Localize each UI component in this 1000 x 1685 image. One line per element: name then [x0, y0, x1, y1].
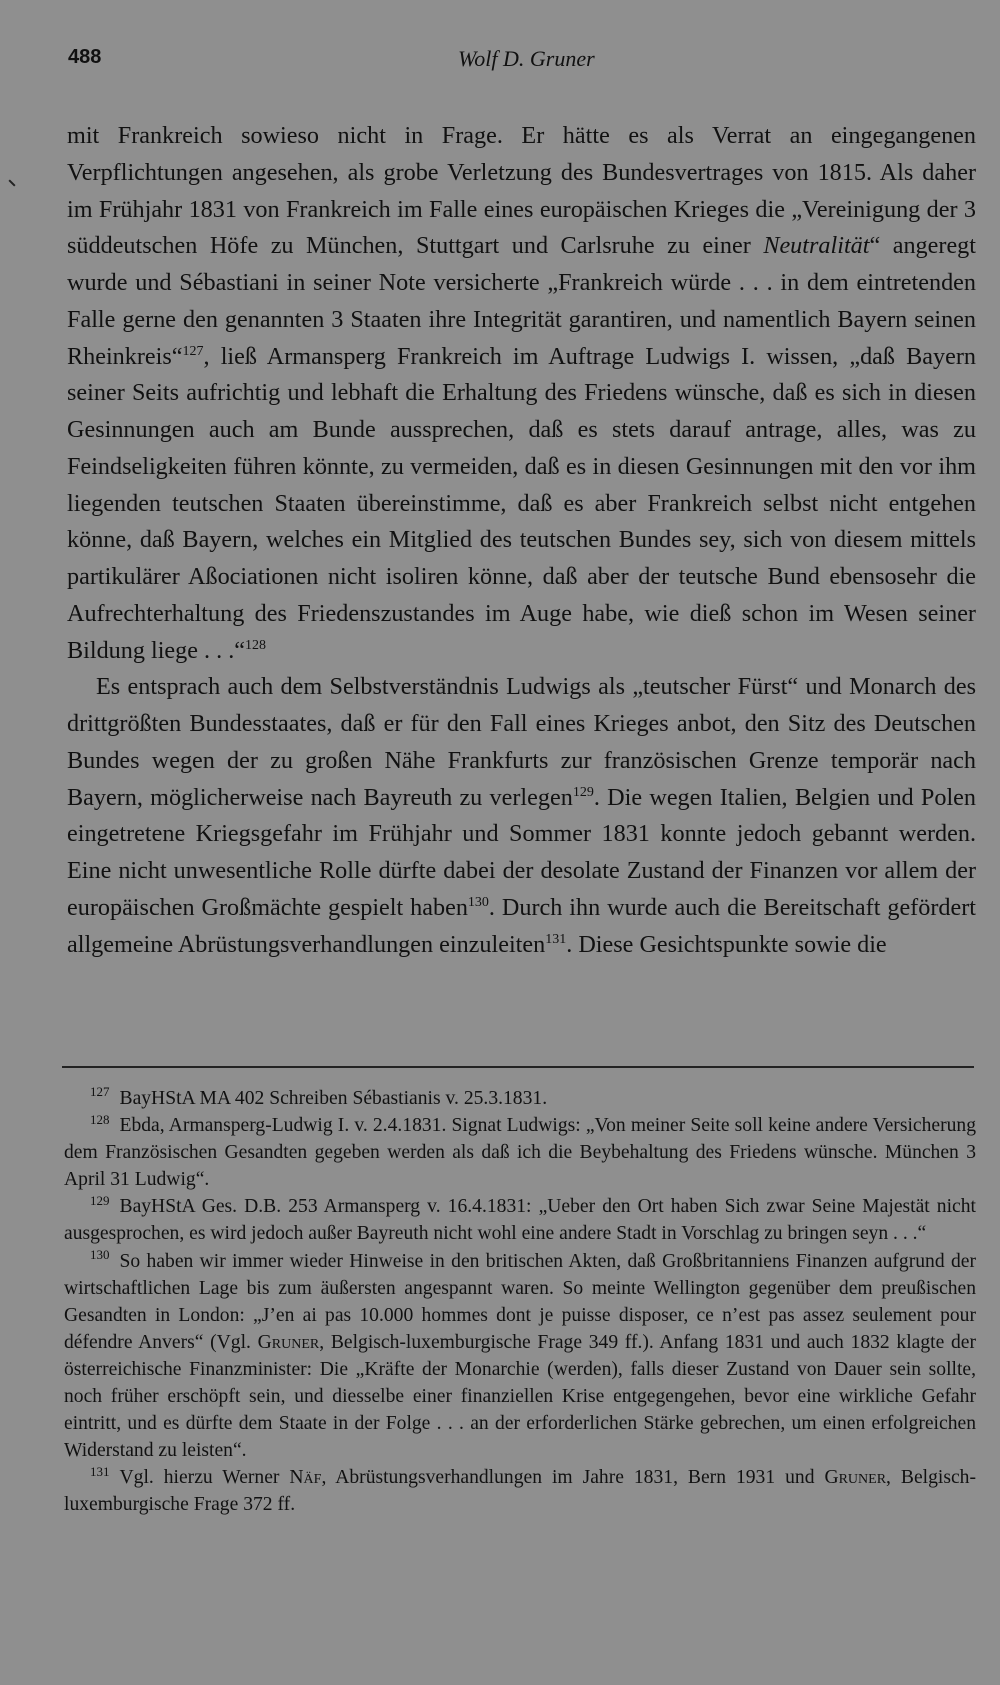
page-number: 488 [68, 46, 102, 68]
footnote-divider [62, 1066, 974, 1068]
footnote-ref-129[interactable]: 129 [572, 784, 594, 800]
main-text [67, 118, 976, 963]
running-head-author: Wolf D. Gruner [458, 46, 595, 71]
footnote-129: $^{129}$ BayHStA Ges. D.B. 253 Armansperg v. 16.4.1831: „Ueber den Ort haben Sich zwar Seine Majestät nicht ausgesprochen, es wird jedoch außer Bayreuth nicht wohl eine andere Stadt in Vorschlag zu bringen seyn . . .“ [64, 1192, 976, 1245]
footnote-128: $^{128}$ Ebda, Armansperg-Ludwig I. v. 2.4.1831. Signat Ludwigs: „Von meiner Seite soll keine andere Versicherung dem Französischen Gesandten gegeben werden als daß ich die Beybehaltung des Friedens wünsche. München 3 April 31 Ludwig“. [64, 1111, 976, 1191]
footnotes [64, 1085, 976, 1519]
margin-mark [8, 179, 15, 186]
paragraph-1: mit Frankreich sowieso nicht in Frage. Er hätte es als Verrat an eingegangenen Verpflichtungen angesehen, als grobe Verletzung des Bundesvertrages von 1815. Als daher im Frühjahr 1831 von Frankreich im Falle eines europäischen Krieges die „Vereinigung der 3 süddeutschen Höfe zu München, Stuttgart und Carlsruhe zu einer Neutralität“ angeregt wurde und Sébastiani in seiner Note versicherte „Frankreich würde . . . in dem eintretenden Falle gerne den genannten 3 Staaten ihre Integrität garantiren, und namentlich Bayern seinen Rheinkreis“$^{127}$, ließ Armansperg Frankreich im Auftrage Ludwigs I. wissen, „daß Bayern seiner Seits aufrichtig und lebhaft die Erhaltung des Friedens wünsche, daß es sich in diesen Gesinnungen auch am Bunde aussprechen, daß es stets darauf antrage, alles, was zu Feindseligkeiten führen könnte, zu vermeiden, daß es in diesen Gesinnungen mit den vor ihm liegenden teutschen Staaten übereinstimme, daß es aber Frankreich selbst nicht entgehen könne, daß Bayern, welches ein Mitglied des teutschen Bundes sey, sich von diesem mittels partikulärer Aßociationen nicht isoliren könne, daß aber der teutsche Bund ebensosehr die Aufrechterhaltung des Friedenszustandes im Auge habe, wie dieß schon im Wesen seiner Bildung liege . . .“$^{128}$ [67, 122, 976, 664]
footnote-number: 131 [90, 1463, 110, 1479]
footnote-130: $^{130}$ So haben wir immer wieder Hinweise in den britischen Akten, daß Großbritanniens Finanzen aufgrund der wirtschaftlichen Lage bis zum äußersten angespannt waren. So meinte Wellington gegenüber dem preußischen Gesandten in London: „J’en ai pas 10.000 hommes dont je puisse disposer, ce n’est pas assez seulement pour défendre Anvers“ (Vgl. Gruner, Belgisch-luxemburgische Frage 349 ff.). Anfang 1831 und auch 1832 klagte der österreichische Finanzminister: Die „Kräfte der Monarchie (werden), falls dieser Zustand von Dauer sein sollte, noch früher erschöpft sein, und diesselbe einer finanziellen Krise entgegengehen, bevor eine wirkliche Gefahr eintritt, und es dürfte dem Staate in der Folge . . . an der erforderlichen Stärke gebrechen, um einen erfolgreichen Widerstand zu leisten“. [64, 1247, 976, 1462]
footnote-number: 129 [90, 1192, 110, 1208]
paragraph-2: Es entsprach auch dem Selbstverständnis Ludwigs als „teutscher Fürst“ und Monarch des drittgrößten Bundesstaates, daß er für den Fall eines Krieges anbot, den Sitz des Deutschen Bundes wegen der zu großen Nähe Frankfurts zur französischen Grenze temporär nach Bayern, möglicherweise nach Bayreuth zu verlegen$^{129}$. Die wegen Italien, Belgien und Polen eingetretene Kriegsgefahr im Frühjahr und Sommer 1831 konnte jedoch gebannt werden. Eine nicht unwesentliche Rolle dürfte dabei der desolate Zustand der Finanzen vor allem der europäischen Großmächte gespielt haben$^{130}$. Durch ihn wurde auch die Bereitschaft gefördert allgemeine Abrüstungsverhandlungen einzuleiten$^{131}$. Diese Gesichtspunkte sowie die [67, 673, 977, 958]
footnote-127: $^{127}$ BayHStA MA 402 Schreiben Sébastianis v. 25.3.1831. [90, 1084, 548, 1109]
footnote-131: $^{131}$ Vgl. hierzu Werner Näf, Abrüstungsverhandlungen im Jahre 1831, Bern 1931 und Gruner, Belgisch-luxemburgische Frage 372 ff. [64, 1463, 976, 1516]
footnote-number: 127 [90, 1084, 110, 1100]
footnote-number: 130 [90, 1247, 110, 1263]
footnote-ref-127[interactable]: 127 [182, 343, 204, 359]
footnote-ref-130[interactable]: 130 [467, 894, 489, 910]
footnote-ref-128[interactable]: 128 [245, 637, 267, 653]
footnote-ref-131[interactable]: 131 [545, 931, 567, 947]
footnote-number: 128 [90, 1111, 110, 1127]
